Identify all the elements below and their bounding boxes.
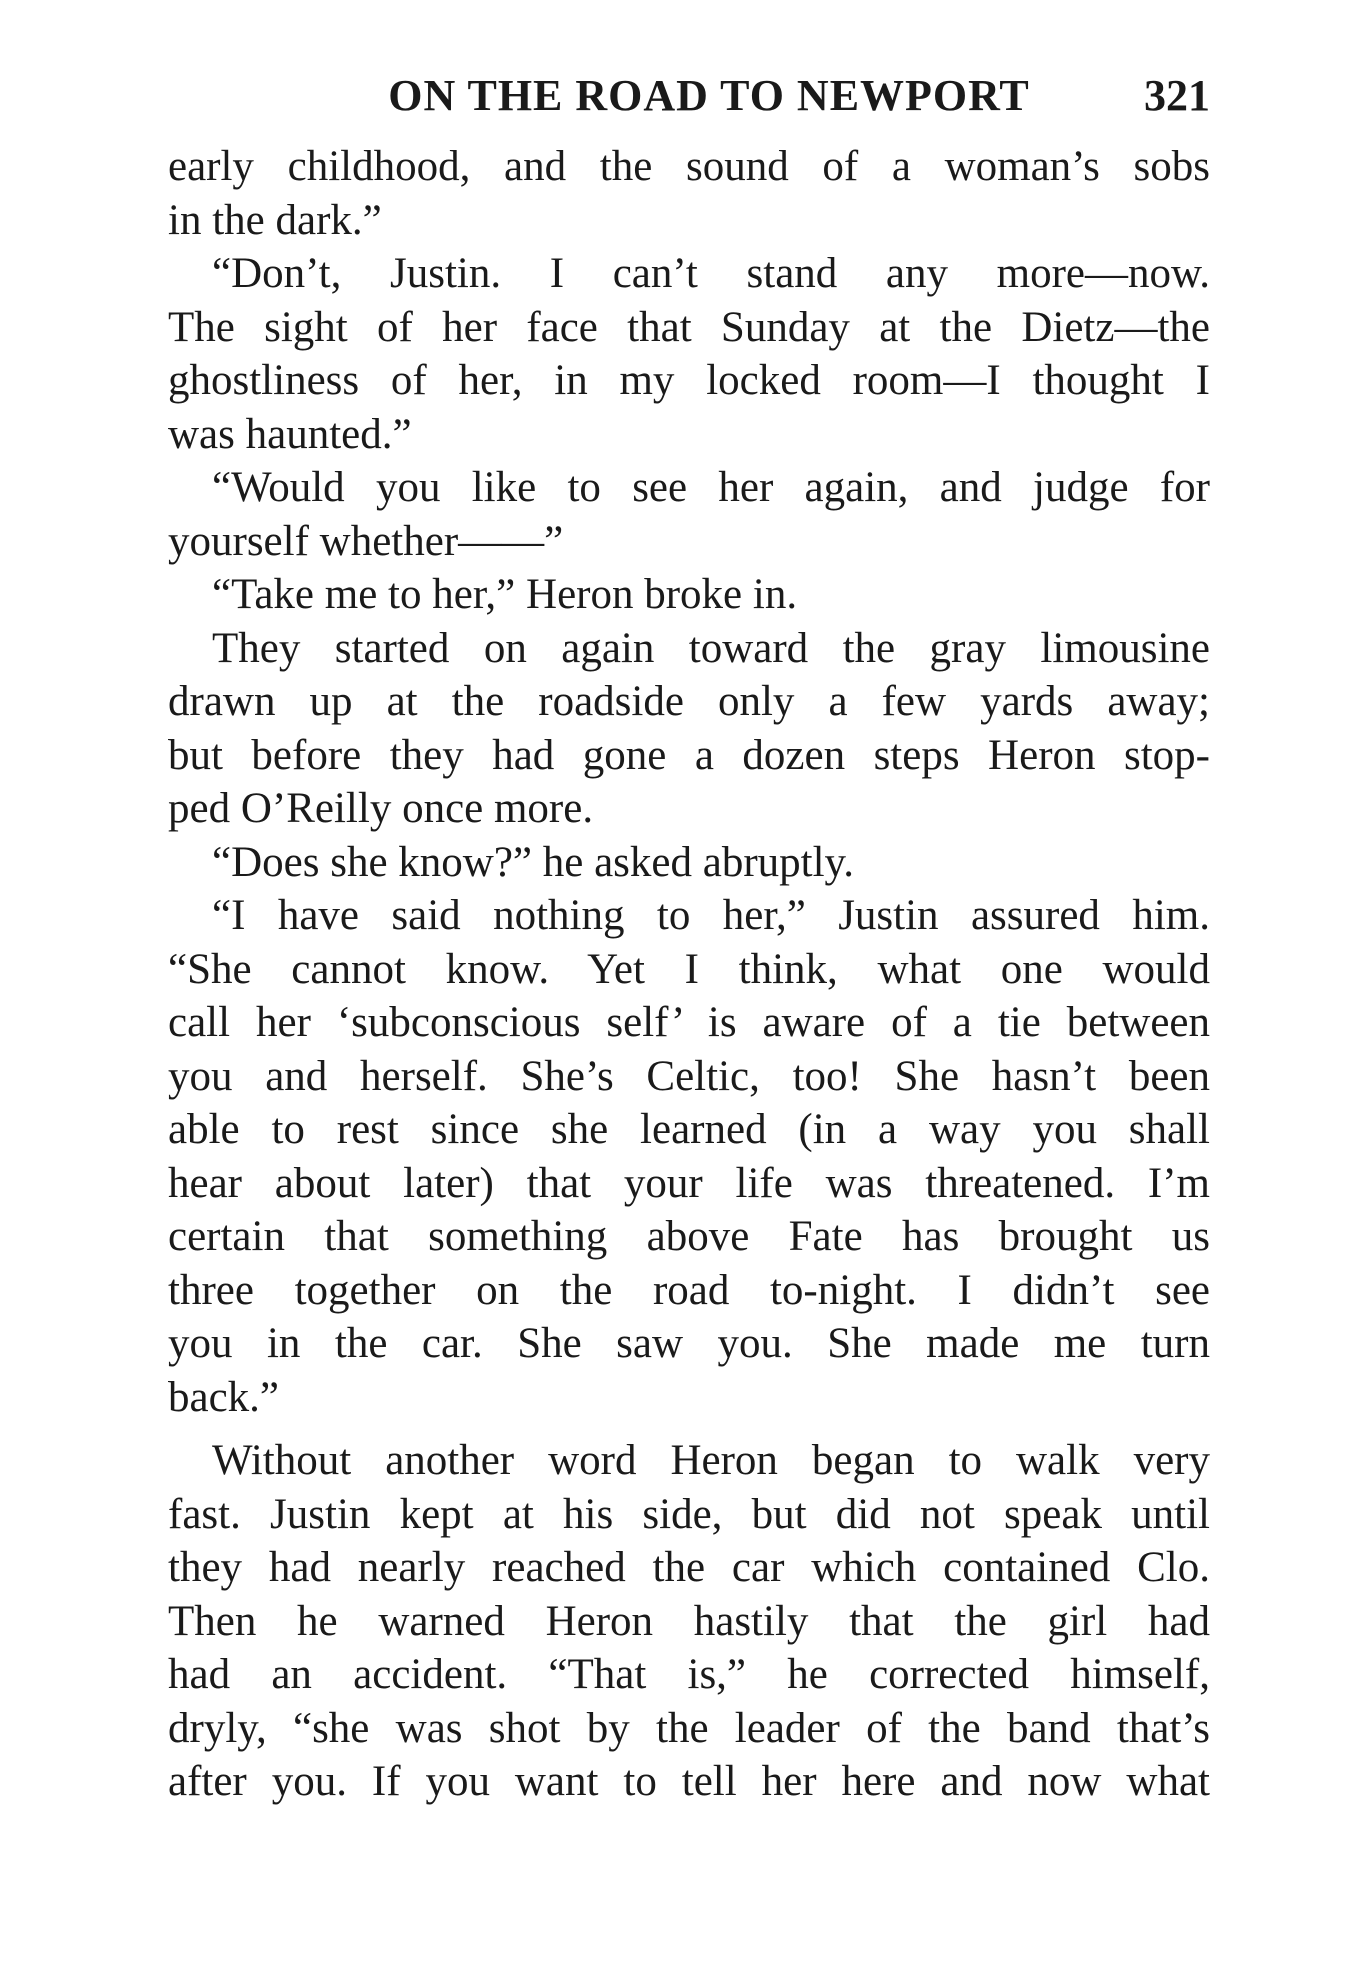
text-line: but before they had gone a dozen steps Heron stop- xyxy=(168,731,1210,779)
text-line: “Would you like to see her again, and judge for xyxy=(212,464,1210,511)
paragraph xyxy=(168,889,1210,1424)
text-line: yourself whether——” xyxy=(168,517,564,565)
text-line: “Does she know?” he asked abruptly. xyxy=(212,838,854,886)
text-line: they had nearly reached the car which contained Clo. xyxy=(168,1544,1210,1591)
text-line: after you. If you want to tell her here and now what xyxy=(168,1758,1210,1805)
text-line: “She cannot know. Yet I think, what one would xyxy=(168,945,1210,993)
text-line: “Don’t, Justin. I can’t stand any more—now. xyxy=(212,250,1210,297)
text-line: Then he warned Heron hastily that the girl had xyxy=(168,1597,1210,1645)
text-line: in the dark.” xyxy=(168,196,382,244)
paragraph xyxy=(168,461,1210,568)
text-line: drawn up at the roadside only a few yards away; xyxy=(168,678,1210,725)
text-line: back.” xyxy=(168,1373,280,1421)
paragraph xyxy=(168,1434,1210,1809)
text-line: you and herself. She’s Celtic, too! She hasn’t been xyxy=(168,1052,1210,1100)
text-line: ghostliness of her, in my locked room—I thought I xyxy=(168,357,1210,404)
text-line: ped O’Reilly once more. xyxy=(168,785,594,832)
text-line: was haunted.” xyxy=(168,410,412,458)
text-line: dryly, “she was shot by the leader of the band that’s xyxy=(168,1704,1210,1752)
text-line: hear about later) that your life was threatened. I’m xyxy=(168,1159,1210,1207)
text-line: three together on the road to-night. I didn’t see xyxy=(168,1266,1210,1314)
paragraph-spacer xyxy=(168,1424,1210,1434)
paragraph xyxy=(168,247,1210,461)
running-head xyxy=(168,66,1210,126)
text-line: “Take me to her,” Heron broke in. xyxy=(212,571,798,618)
text-line: had an accident. “That is,” he corrected himself, xyxy=(168,1651,1210,1698)
running-title: ON THE ROAD TO NEWPORT xyxy=(388,71,1030,120)
page-number: 321 xyxy=(1144,71,1210,120)
paragraph xyxy=(168,836,1210,890)
paragraph xyxy=(168,140,1210,247)
text-line: you in the car. She saw you. She made me turn xyxy=(168,1320,1210,1367)
text-line: early childhood, and the sound of a woman’s sobs xyxy=(168,143,1210,190)
text-line: They started on again toward the gray limousine xyxy=(212,624,1210,672)
text-line: The sight of her face that Sunday at the Dietz—the xyxy=(168,303,1210,351)
text-line: fast. Justin kept at his side, but did not speak until xyxy=(168,1490,1210,1538)
text-line: “I have said nothing to her,” Justin assured him. xyxy=(212,892,1210,939)
text-line: able to rest since she learned (in a way you shall xyxy=(168,1106,1210,1153)
body-text xyxy=(168,140,1210,1809)
paragraph xyxy=(168,568,1210,622)
text-line: call her ‘subconscious self’ is aware of a tie between xyxy=(168,999,1210,1046)
paragraph xyxy=(168,622,1210,836)
text-line: Without another word Heron began to walk very xyxy=(212,1437,1210,1484)
text-line: certain that something above Fate has brought us xyxy=(168,1213,1210,1260)
